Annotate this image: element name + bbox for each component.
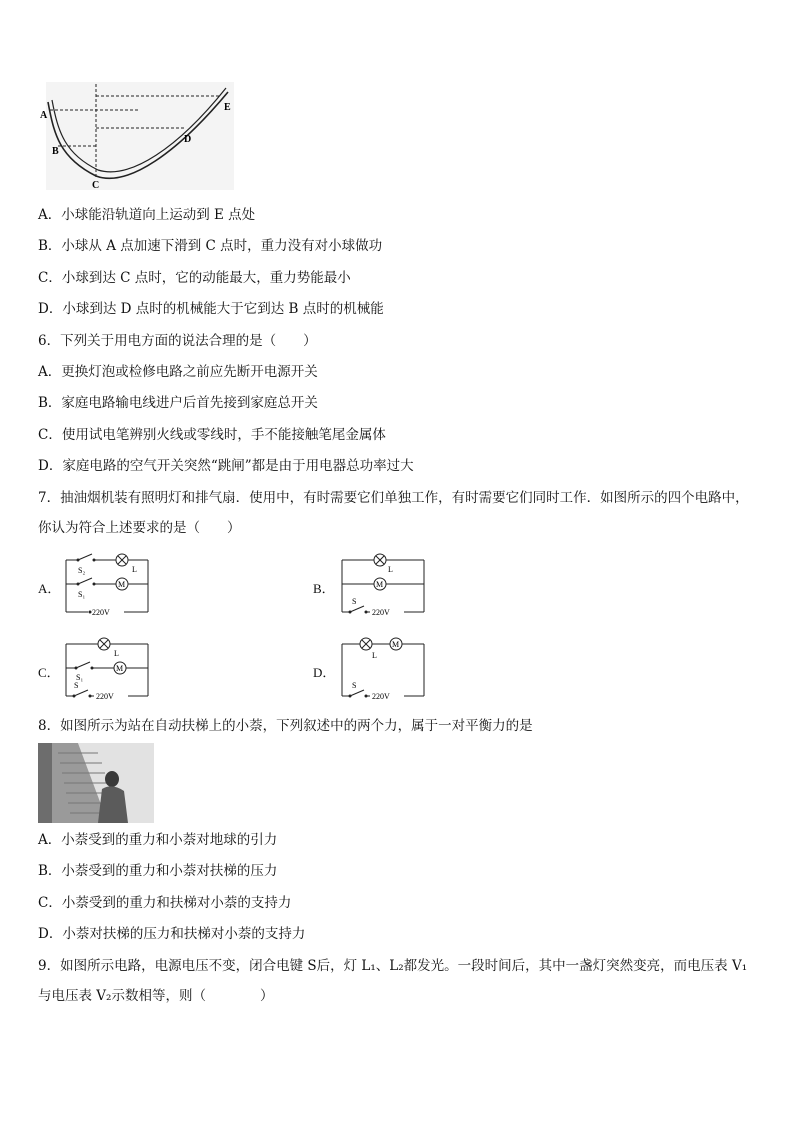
circuit-b	[338, 548, 430, 620]
q6-stem: 6．下列关于用电方面的说法合理的是（ ）	[38, 333, 317, 349]
q8-option-d: D．小萘对扶梯的压力和扶梯对小萘的支持力	[38, 926, 306, 942]
track-figure	[38, 80, 238, 192]
q7-label-d: D．	[313, 665, 336, 680]
circuit-c-motor: M	[116, 664, 124, 673]
q5-option-d: D．小球到达 D 点时的机械能大于它到达 B 点时的机械能	[38, 301, 384, 317]
circuit-a-motor: M	[118, 580, 126, 589]
q8-stem: 8．如图所示为站在自动扶梯上的小萘，下列叙述中的两个力，属于一对平衡力的是	[38, 718, 533, 734]
q9-stem-line1: 9．如图所示电路，电源电压不变，闭合电键 S后，灯 L₁、L₂都发光。一段时间后，其中一盏灯突然变亮，而电压表 V₁	[38, 958, 748, 974]
q7-stem-line1: 7．抽油烟机装有照明灯和排气扇．使用中，有时需要它们单独工作，有时需要它们同时工作．如图所示的四个电路中，	[38, 490, 749, 506]
q7-stem-line2: 你认为符合上述要求的是（ ）	[38, 520, 241, 536]
circuit-b-voltage: 220V	[372, 608, 390, 617]
circuit-b-motor: M	[376, 580, 384, 589]
circuit-d	[338, 632, 430, 704]
circuit-b-lamp: L	[388, 565, 393, 574]
circuit-d-motor: M	[392, 640, 400, 649]
q7-label-a: A．	[38, 581, 61, 596]
circuit-a-s2: S₂	[78, 566, 86, 575]
circuit-a-lamp: L	[132, 565, 137, 574]
circuit-a-s1: S₁	[78, 590, 86, 599]
q5-option-a: A．小球能沿轨道向上运动到 E 点处	[38, 207, 256, 223]
circuit-d-lamp: L	[372, 651, 377, 660]
q7-label-b: B．	[313, 581, 335, 596]
circuit-c-s1: S₁	[76, 673, 84, 682]
q8-option-a: A．小萘受到的重力和小萘对地球的引力	[38, 832, 278, 848]
circuit-c-voltage: 220V	[96, 692, 114, 701]
q6-option-b: B．家庭电路输电线进户后首先接到家庭总开关	[38, 395, 318, 411]
point-c-label: C	[92, 180, 100, 191]
point-b-label: B	[52, 146, 59, 157]
q8-option-c: C．小萘受到的重力和扶梯对小萘的支持力	[38, 895, 292, 911]
circuit-d-switch: S	[352, 681, 357, 690]
q8-option-b: B．小萘受到的重力和小萘对扶梯的压力	[38, 863, 278, 879]
escalator-photo	[38, 743, 154, 823]
q7-label-c: C．	[38, 665, 60, 680]
q5-option-b: B．小球从 A 点加速下滑到 C 点时，重力没有对小球做功	[38, 238, 383, 254]
point-d-label: D	[184, 134, 192, 145]
q6-option-a: A．更换灯泡或检修电路之前应先断开电源开关	[38, 364, 318, 380]
circuit-d-voltage: 220V	[372, 692, 390, 701]
q9-stem-line2: 与电压表 V₂示数相等，则（ ）	[38, 988, 274, 1004]
circuit-a	[62, 548, 154, 620]
circuit-c-switch: S	[74, 681, 79, 690]
q6-option-d: D．家庭电路的空气开关突然“跳闸”都是由于用电器总功率过大	[38, 458, 414, 474]
circuit-a-voltage: 220V	[92, 608, 110, 617]
q5-option-c: C．小球到达 C 点时，它的动能最大，重力势能最小	[38, 270, 351, 286]
circuit-c-lamp: L	[114, 649, 119, 658]
circuit-c	[62, 632, 154, 704]
point-a-label: A	[40, 110, 48, 121]
circuit-b-switch: S	[352, 597, 357, 606]
point-e-label: E	[224, 102, 231, 113]
q6-option-c: C．使用试电笔辨别火线或零线时，手不能接触笔尾金属体	[38, 427, 386, 443]
